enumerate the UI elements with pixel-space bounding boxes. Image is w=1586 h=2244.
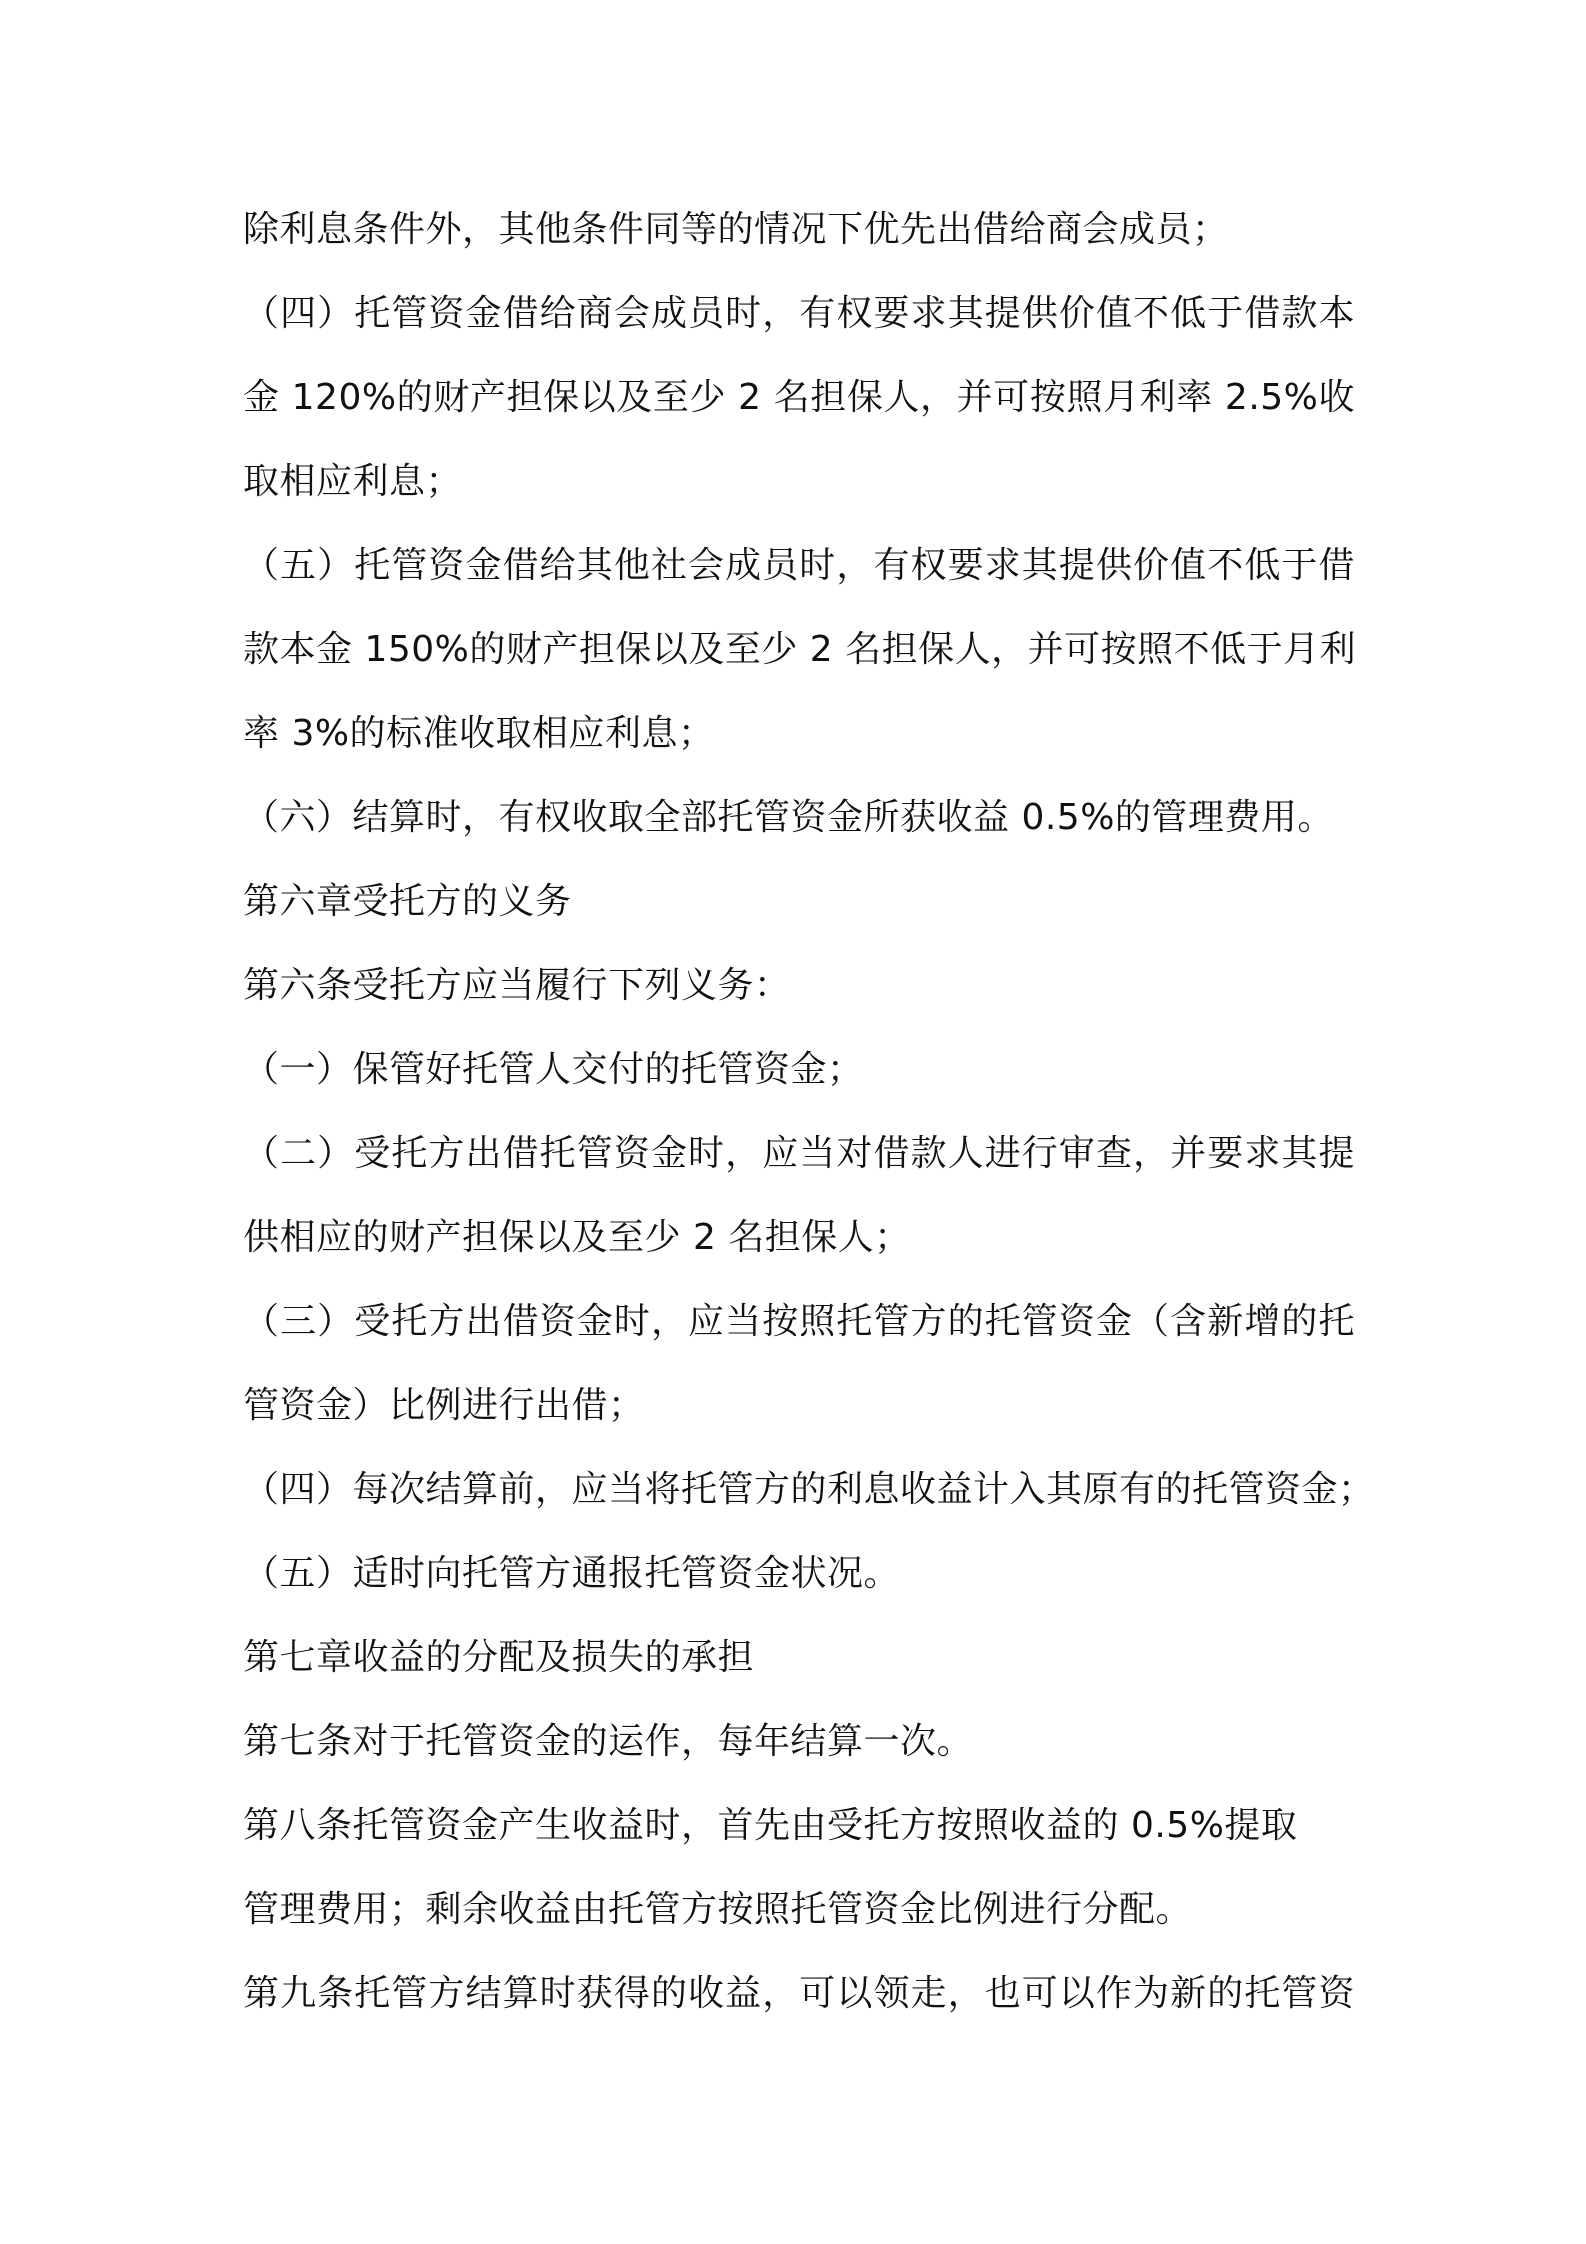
text-line: 款本金 150%的财产担保以及至少 2 名担保人，并可按照不低于月利 [243,629,1357,670]
text-line: 管资金）比例进行出借； [243,1385,645,1426]
chapter-heading: 第六章受托方的义务 [243,881,572,922]
text-line: （四）托管资金借给商会成员时，有权要求其提供价值不低于借款本 [243,293,1355,334]
text-line: 供相应的财产担保以及至少 2 名担保人； [243,1217,911,1258]
text-line: 管理费用；剩余收益由托管方按照托管资金比例进行分配。 [243,1889,1193,1930]
text-line: 第八条托管资金产生收益时，首先由受托方按照收益的 0.5%提取 [243,1805,1298,1846]
text-line: 第七条对于托管资金的运作，每年结算一次。 [243,1721,974,1762]
text-line: 第九条托管方结算时获得的收益，可以领走，也可以作为新的托管资 [243,1973,1355,2014]
text-line: （一）保管好托管人交付的托管资金； [243,1049,864,1090]
article-heading: 第六条受托方应当履行下列义务： [243,965,791,1006]
text-line: 金 120%的财产担保以及至少 2 名担保人，并可按照月利率 2.5%收 [243,377,1355,418]
text-line: 除利息条件外，其他条件同等的情况下优先出借给商会成员； [243,209,1229,250]
text-line: （三）受托方出借资金时，应当按照托管方的托管资金（含新增的托 [243,1301,1355,1342]
text-line: （二）受托方出借托管资金时，应当对借款人进行审查，并要求其提 [243,1133,1355,1174]
text-line: （六）结算时，有权收取全部托管资金所获收益 0.5%的管理费用。 [243,797,1334,838]
text-line: 率 3%的标准收取相应利息； [243,713,715,754]
text-line: （五）适时向托管方通报托管资金状况。 [243,1553,901,1594]
chapter-heading: 第七章收益的分配及损失的承担 [243,1637,755,1678]
text-line: （五）托管资金借给其他社会成员时，有权要求其提供价值不低于借 [243,545,1355,586]
text-line: 取相应利息； [243,461,463,502]
text-line: （四）每次结算前，应当将托管方的利息收益计入其原有的托管资金； [243,1469,1375,1510]
